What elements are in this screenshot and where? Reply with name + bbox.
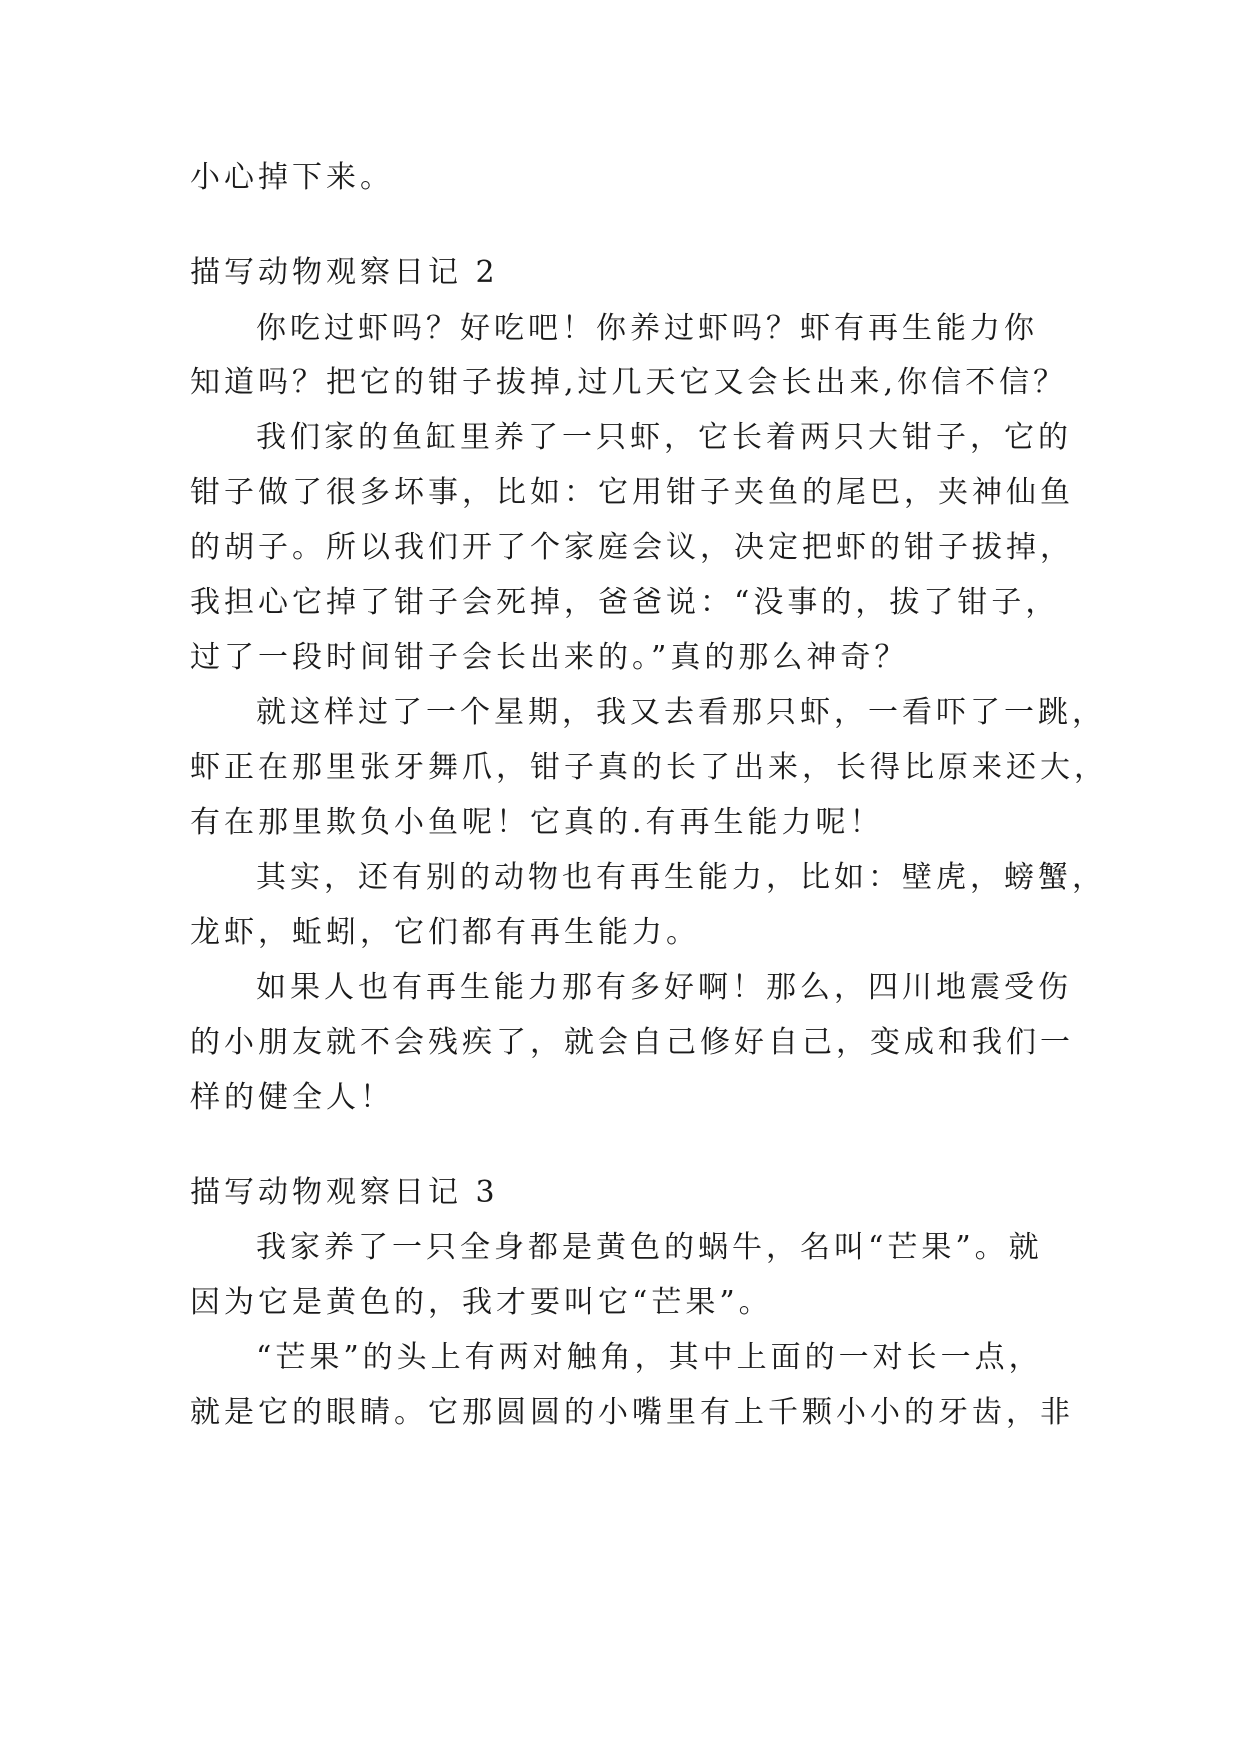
paragraph-line: 我们家的鱼缸里养了一只虾，它长着两只大钳子，它的 — [256, 420, 1072, 455]
paragraph-line: 虾正在那里张牙舞爪，钳子真的长了出来，长得比原来还大， — [190, 750, 1108, 785]
paragraph-line: 你吃过虾吗？好吃吧！你养过虾吗？虾有再生能力你 — [256, 311, 1038, 346]
section-heading: 描写动物观察日记 2 — [190, 255, 499, 290]
paragraph-line: 的小朋友就不会残疾了，就会自己修好自己，变成和我们一 — [190, 1025, 1074, 1060]
section-heading: 描写动物观察日记 3 — [190, 1175, 499, 1210]
paragraph-line: 样的健全人！ — [190, 1080, 394, 1115]
paragraph-line: 就是它的眼睛。它那圆圆的小嘴里有上千颗小小的牙齿，非 — [190, 1395, 1074, 1430]
paragraph-line: 如果人也有再生能力那有多好啊！那么，四川地震受伤 — [256, 970, 1072, 1005]
paragraph-line: 龙虾，蚯蚓，它们都有再生能力。 — [190, 915, 700, 950]
paragraph-line: 其实，还有别的动物也有再生能力，比如：壁虎，螃蟹， — [256, 860, 1106, 895]
document-page — [190, 0, 1108, 1754]
paragraph-line: “芒果”的头上有两对触角，其中上面的一对长一点， — [256, 1340, 1043, 1375]
paragraph-line: 我担心它掉了钳子会死掉，爸爸说：“没事的，拔了钳子， — [190, 585, 1060, 620]
paragraph-line: 过了一段时间钳子会长出来的。”真的那么神奇？ — [190, 640, 909, 675]
paragraph-line: 有在那里欺负小鱼呢！它真的.有再生能力呢！ — [190, 805, 884, 840]
paragraph-line: 就这样过了一个星期，我又去看那只虾，一看吓了一跳， — [256, 695, 1106, 730]
paragraph-line: 我家养了一只全身都是黄色的蜗牛，名叫“芒果”。就 — [256, 1230, 1043, 1265]
paragraph-line: 钳子做了很多坏事，比如：它用钳子夹鱼的尾巴，夹神仙鱼 — [190, 475, 1074, 510]
paragraph-line: 知道吗？把它的钳子拔掉,过几天它又会长出来,你信不信？ — [190, 365, 1068, 400]
paragraph-line: 因为它是黄色的，我才要叫它“芒果”。 — [190, 1285, 773, 1320]
paragraph-line: 小心掉下来。 — [190, 160, 394, 195]
paragraph-line: 的胡子。所以我们开了个家庭会议，决定把虾的钳子拔掉， — [190, 530, 1074, 565]
